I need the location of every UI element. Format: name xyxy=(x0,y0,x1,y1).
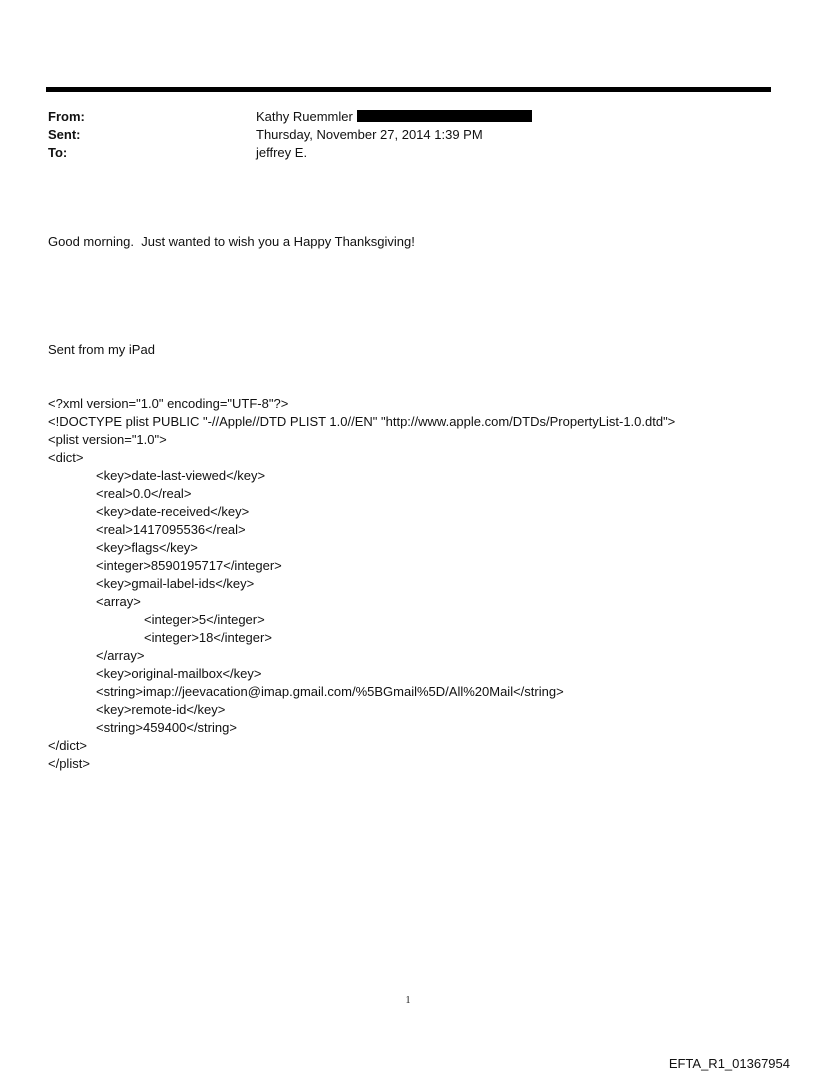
plist-line: <?xml version="1.0" encoding="UTF-8"?> xyxy=(48,396,289,411)
to-value: jeffrey E. xyxy=(256,145,308,160)
to-row xyxy=(48,144,768,162)
plist-line: <!DOCTYPE plist PUBLIC "-//Apple//DTD PLIST 1.0//EN" "http://www.apple.com/DTDs/PropertyList-1.0.dtd"> xyxy=(48,414,676,429)
plist-line: <array> xyxy=(96,594,141,609)
plist-line: <string>imap://jeevacation@imap.gmail.com/%5BGmail%5D/All%20Mail</string> xyxy=(96,684,564,699)
email-body xyxy=(48,197,788,791)
greeting-text: Good morning. Just wanted to wish you a Happy Thanksgiving! xyxy=(48,234,415,249)
plist-line: </dict> xyxy=(48,738,88,753)
plist-line: <integer>18</integer> xyxy=(144,630,272,645)
email-header xyxy=(48,108,768,162)
from-row xyxy=(48,108,768,126)
plist-line: <integer>5</integer> xyxy=(144,612,265,627)
sent-value: Thursday, November 27, 2014 1:39 PM xyxy=(256,127,483,142)
page-number: 1 xyxy=(405,995,411,1006)
plist-line: <key>date-last-viewed</key> xyxy=(96,468,266,483)
plist-line: <key>gmail-label-ids</key> xyxy=(96,576,255,591)
plist-line: <integer>8590195717</integer> xyxy=(96,558,282,573)
sent-label: Sent: xyxy=(48,127,81,142)
bates-number: EFTA_R1_01367954 xyxy=(668,1056,790,1071)
from-label: From: xyxy=(48,109,85,124)
plist-line: <key>flags</key> xyxy=(96,540,198,555)
to-label: To: xyxy=(48,145,68,160)
plist-line: <real>1417095536</real> xyxy=(96,522,246,537)
plist-line: <string>459400</string> xyxy=(96,720,237,735)
header-divider xyxy=(46,87,771,92)
from-value: Kathy Ruemmler xyxy=(256,109,353,124)
plist-line: </array> xyxy=(96,648,145,663)
from-value-wrapper xyxy=(256,108,532,126)
blank-line xyxy=(48,287,788,305)
plist-line: <plist version="1.0"> xyxy=(48,432,167,447)
plist-content xyxy=(48,395,788,773)
plist-line: <key>original-mailbox</key> xyxy=(96,666,262,681)
redaction-bar xyxy=(357,110,532,122)
plist-line: <key>remote-id</key> xyxy=(96,702,226,717)
plist-line: <dict> xyxy=(48,450,84,465)
plist-line: <real>0.0</real> xyxy=(96,486,192,501)
sent-row xyxy=(48,126,768,144)
signature-text: Sent from my iPad xyxy=(48,342,155,357)
plist-line: <key>date-received</key> xyxy=(96,504,250,519)
plist-line: </plist> xyxy=(48,756,90,771)
